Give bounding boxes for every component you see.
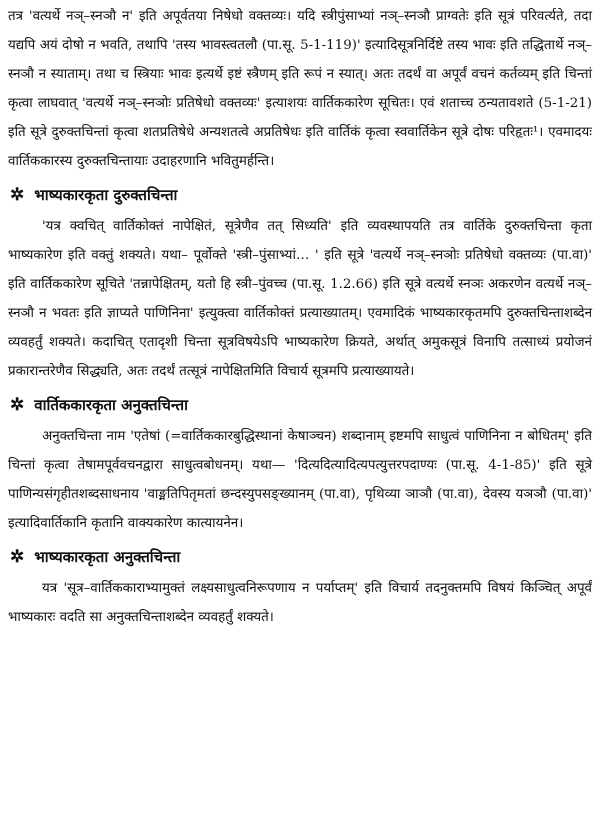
bhashyakara-durukta-paragraph: 'यत्र क्वचित् वार्तिकोक्तं नापेक्षितं, सूत्रेणैव तत् सिध्यति' इति व्यवस्थापयति तत्र वार्तिके दुरुक्तचिन्ता कृता भाष्यकारेण इति वक्तुं शक्यते। यथा– पूर्वोक्ते 'स्त्री–पुंसाभ्यां… ' इति सूत्रे 'वत्यर्थे नञ्–स्नञोः प्रतिषेधो वक्तव्यः (पा.वा)' इति वार्तिककारेण सूचिते 'तन्नापेक्षितम्, यतो हि स्त्री–पुंवच्च (पा.सू. 1.2.66) इति सूत्रे वत्यर्थे स्नञः अकरणेन वत्यर्थे नञ्–स्नञौ न भवतः इति ज्ञाप्यते पाणिनिना' इत्युक्त्वा वार्तिकोक्तं प्रत्याख्यातम्। एवमादिकं भाष्यकारकृतमपि दुरुक्तचिन्ताशब्देन व्यवहर्तुं शक्यते। कदाचित् एतादृशी चिन्ता सूत्रविषयेऽपि भाष्यकारेण क्रियते, अर्थात् अमुकसूत्रं विनापि तत्साध्यं प्रयोजनं प्रकारान्तरेणैव सिद्ध्यति, अतः तदर्थं तत्सूत्रं नापेक्षितमिति विचार्य सूत्रमपि प्रत्याख्यायते। — [8, 219, 592, 379]
asterisk-bullet-icon: ✲ — [10, 395, 25, 415]
section-heading-bhashyakara-durukta — [8, 178, 592, 212]
asterisk-bullet-icon: ✲ — [10, 547, 25, 567]
intro-paragraph: तत्र 'वत्यर्थे नञ्–स्नञौ न' इति अपूर्वतया निषेधो वक्तव्यः। यदि स्त्रीपुंसाभ्यां नञ्–स्नञौ प्राग्वतेः इति सूत्रं परिवर्त्यते, तदा यद्यपि अयं दोषो न भवति, तथापि 'तस्य भावस्त्वतलौ (पा.सू. 5-1-119)' इत्यादिसूत्रनिर्दिष्टे तस्य भावः इति तद्धितार्थे नञ्–स्नञौ न स्याताम्। तथा च स्त्रियाः भावः इत्यर्थे इष्टं स्त्रैणम् इति रूपं न स्यात्। अतः तदर्थं वा अपूर्वं वचनं कर्तव्यम् इति चिन्तां कृत्वा लाघवात् 'वत्यर्थे नञ्–स्नञोः प्रतिषेधो वक्तव्यः' इत्याशयः वार्तिककारेण सूचितः। एवं शताच्च ठन्यतावशते (5-1-21) इति सूत्रे दुरुक्तचिन्तां कृत्वा शतप्रतिषेधे अन्यशतत्वे अप्रतिषेधः इति वार्तिकं कृत्वा स्ववार्तिकेन सूत्रे दोषः परिहृतः¹। एवमादयः वार्तिककारस्य दुरुक्तचिन्तायाः उदाहरणानि भवितुमर्हन्ति। — [8, 9, 592, 169]
section-heading-text: वार्तिककारकृता अनुक्तचिन्ता — [34, 396, 188, 414]
vartikakara-anukta-paragraph: अनुक्तचिन्ता नाम 'एतेषां (=वार्तिककारबुद्धिस्थानां केषाञ्चन) शब्दानाम् इष्टमपि साधुत्वं पाणिनिना न बोधितम्' इति चिन्तां कृत्वा तेषामपूर्ववचनद्वारा साधुत्वबोधनम्। यथा— 'दित्यदित्यादित्यपत्युत्तरपदाण्यः (पा.सू. 4-1-85)' इति सूत्रे पाणिन्यसंगृहीतशब्दसाधनाय 'वाङ्मतिपितृमतां छन्दस्युपसङ्ख्यानम् (पा.वा), पृथिव्या ञाञौ (पा.वा), देवस्य यञञौ (पा.वा)' इत्यादिवार्तिकानि कृतानि वाक्यकारेण कात्यायनेन। — [8, 429, 592, 531]
section-heading-text: भाष्यकारकृता अनुक्तचिन्ता — [34, 548, 181, 566]
section-heading-vartikakara-anukta — [8, 388, 592, 422]
bhashyakara-anukta-paragraph: यत्र 'सूत्र–वार्तिककाराभ्यामुक्तं लक्ष्यसाधुत्वनिरूपणाय न पर्याप्तम्' इति विचार्य तदनुक्तमपि विषयं किञ्चित् अपूर्वं भाष्यकारः वदति सा अनुक्तचिन्ताशब्देन व्यवहर्तुं शक्यते। — [8, 581, 592, 625]
section-heading-bhashyakara-anukta — [8, 540, 592, 574]
asterisk-bullet-icon: ✲ — [10, 185, 25, 205]
section-heading-text: भाष्यकारकृता दुरुक्तचिन्ता — [34, 186, 178, 204]
